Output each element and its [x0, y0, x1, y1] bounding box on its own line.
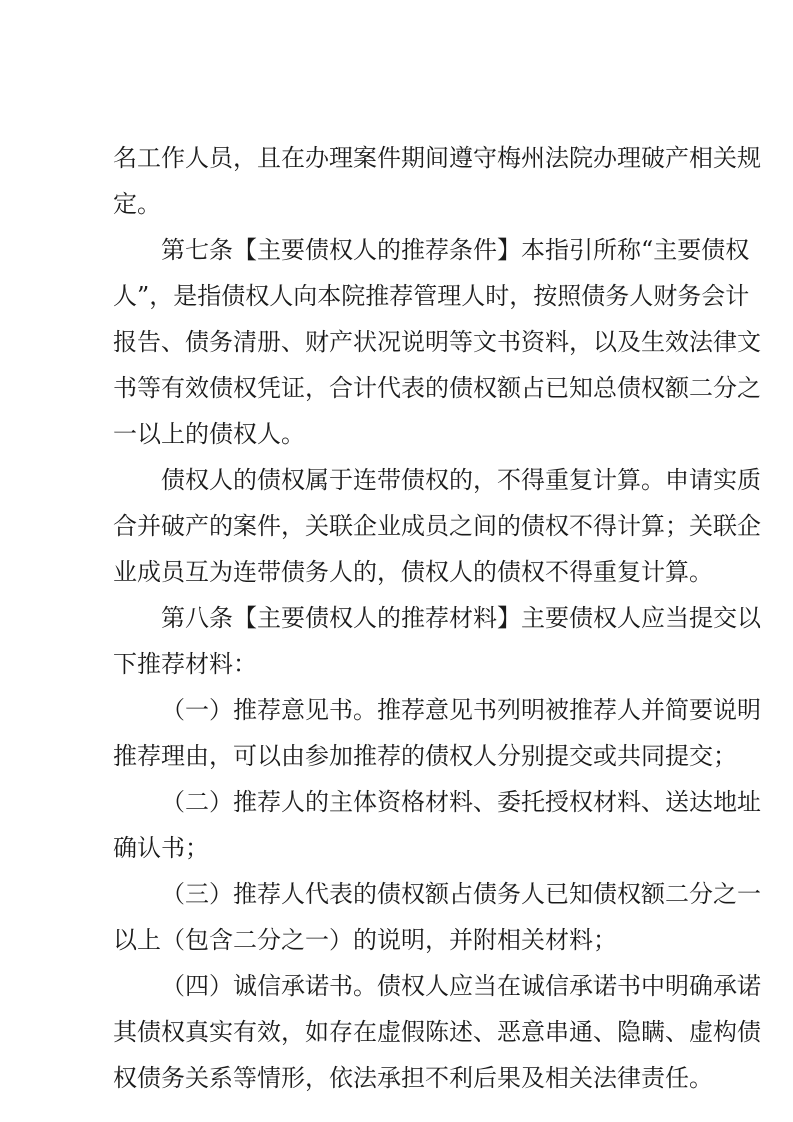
text-line: （一）推荐意见书。推荐意见书列明被推荐人并简要说明: [161, 696, 761, 724]
text-line: 权债务关系等情形，依法承担不利后果及相关法律责任。: [113, 1064, 713, 1092]
text-line: 债权人的债权属于连带债权的，不得重复计算。申请实质: [161, 466, 761, 494]
text-line: 下推荐材料：: [113, 650, 257, 678]
text-line: 名工作人员，且在办理案件期间遵守梅州法院办理破产相关规: [113, 144, 761, 172]
text-line: 书等有效债权凭证，合计代表的债权额占已知总债权额二分之: [113, 374, 761, 402]
text-line: 定。: [113, 190, 161, 218]
text-line: （四）诚信承诺书。债权人应当在诚信承诺书中明确承诺: [161, 972, 761, 1000]
text-line: 人”，是指债权人向本院推荐管理人时，按照债务人财务会计: [113, 282, 750, 310]
text-line: 合并破产的案件，关联企业成员之间的债权不得计算；关联企: [113, 512, 761, 540]
text-line: 一以上的债权人。: [113, 420, 305, 448]
text-line: 业成员互为连带债务人的，债权人的债权不得重复计算。: [113, 558, 713, 586]
text-line: 第七条【主要债权人的推荐条件】本指引所称“主要债权: [161, 236, 750, 264]
text-line: （三）推荐人代表的债权额占债务人已知债权额二分之一: [161, 880, 761, 908]
text-line: 其债权真实有效，如存在虚假陈述、恶意串通、隐瞒、虚构债: [113, 1018, 761, 1046]
text-line: （二）推荐人的主体资格材料、委托授权材料、送达地址: [161, 788, 761, 816]
text-line: 报告、债务清册、财产状况说明等文书资料，以及生效法律文: [113, 328, 761, 356]
text-line: 推荐理由，可以由参加推荐的债权人分别提交或共同提交；: [113, 742, 737, 770]
text-line: 以上（包含二分之一）的说明，并附相关材料；: [113, 926, 617, 954]
text-line: 第八条【主要债权人的推荐材料】主要债权人应当提交以: [161, 604, 761, 632]
text-line: 确认书；: [113, 834, 209, 862]
